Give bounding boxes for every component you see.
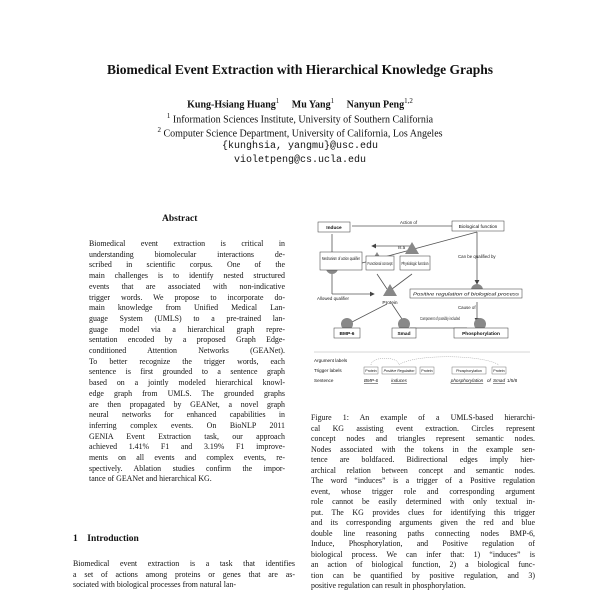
caption-line: an action of biological function, 2) a biological func- xyxy=(311,560,535,569)
edge-label-allowed-qualifier: Allowed qualifier xyxy=(317,296,349,301)
node-positive-regulation: Positive regulation of biological process xyxy=(413,292,497,298)
caption-line: biological process. We can infer that: 1) “induces” is xyxy=(311,549,535,559)
abstract-body xyxy=(89,239,285,485)
abstract-line: inferring complex events. On BioNLP 2011 xyxy=(89,420,285,430)
knowledge-graph-figure xyxy=(312,212,534,412)
abstract-line: tance of GEANet and hierarchical KG. xyxy=(89,474,212,484)
edge-label-is-a: Is a xyxy=(398,245,406,250)
edge-protein-bmp6 xyxy=(352,304,387,322)
abstract-line: sentence is first grounded to a sentence graph xyxy=(89,367,285,377)
abstract-line: neural networks for enhanced capabilities in xyxy=(89,410,285,420)
email: {kunghsia, yangmu}@usc.edu xyxy=(221,141,379,152)
abstract-line: trigger words. We propose to incorporate do- xyxy=(89,292,285,302)
sentence-token: BMP-6 xyxy=(363,378,379,383)
node-phosphorylation: Phosphorylation xyxy=(462,332,500,337)
section-number: 1 xyxy=(73,534,78,544)
figure-caption xyxy=(311,413,535,592)
edge-label-cause-of: Cause of xyxy=(458,305,476,310)
abstract-line: main challenges is to identify nested structured xyxy=(89,271,285,281)
caption-line: double line reasoning paths connecting nodes BMP-6, xyxy=(311,528,535,538)
caption-line: and its corresponding arguments given the red and blue xyxy=(311,518,535,527)
abstract-line: conditioned Attention Networks (GEANet). xyxy=(89,346,285,356)
abstract-line: ments on all events and complex events, re- xyxy=(89,453,285,463)
node-physiologic-function: Physiologic function xyxy=(401,262,444,267)
caption-line: archical relation between concept and semantic nodes. xyxy=(311,465,535,475)
abstract-line: spectively. Ablation studies confirm the impor- xyxy=(89,463,285,473)
affiliation-sup: 2 xyxy=(157,126,161,134)
abstract-line: GENIA Event Extraction task, our approach xyxy=(89,431,285,441)
introduction-line: Biomedical event extraction is a task that identifies xyxy=(73,559,295,568)
edge-label-can-be-qualified: Can be qualified by xyxy=(458,254,496,259)
edge-physio-protein xyxy=(392,274,412,289)
caption-line: tion can be quantified by positive regulation, and 3) xyxy=(311,570,535,580)
abstract-line: sentation encoded by a proposed Graph Edge- xyxy=(89,335,285,345)
sentence-token: phosphorylation xyxy=(450,378,484,383)
node-bmp6: BMP-6 xyxy=(339,332,355,337)
trigger-label: Protein xyxy=(365,369,377,373)
trigger-label: Phosphorylation xyxy=(456,369,482,373)
node-smad: Smad xyxy=(397,332,411,337)
argument-arc xyxy=(399,357,499,365)
caption-line: role cannot be easily determined with only textual in- xyxy=(311,497,535,506)
abstract-line: understanding biomolecular interactions de- xyxy=(89,249,285,259)
graph-edges xyxy=(332,226,477,328)
sentence-token: Smad xyxy=(493,378,506,383)
node-functional-concept: Functional concept xyxy=(367,262,408,267)
affiliation-text: Information Sciences Institute, University of Southern California xyxy=(172,114,434,126)
introduction-line: sociated with biological processes from natural lan- xyxy=(73,580,237,590)
caption-line: Nodes associated with the tokens in the example sen- xyxy=(311,444,535,454)
abstract-line: edge graph from UMLS. The grounded graphs xyxy=(89,388,285,398)
node-protein: Protein xyxy=(382,301,398,306)
sentence-token: of xyxy=(487,378,491,383)
sentence-token: 1/5/8 xyxy=(507,378,518,383)
caption-line: put. The KG provides clues for identifying this trigger xyxy=(311,507,535,517)
legend-row-label: Argument labels xyxy=(314,358,348,363)
abstract-line: events that are associated with non-indicative xyxy=(89,281,285,291)
abstract-line: based on a jointly modeled hierarchical knowl- xyxy=(89,378,285,388)
edge-label-action-of: Action of xyxy=(400,220,418,225)
trigger-label: Positive Regulation xyxy=(383,369,415,373)
edge-label-component-of: Component of possibly included xyxy=(420,316,461,321)
author-sup: 1 xyxy=(275,97,280,105)
abstract-line: guage System (UMLS) to a pre-trained lan- xyxy=(89,313,285,323)
introduction-line: a set of actions among proteins or genes that are as- xyxy=(73,569,295,579)
node-induce: Induce xyxy=(326,226,342,231)
caption-line: Induce, Phosphorylation, and Positive regulation of xyxy=(311,539,535,548)
abstract-line: scribed in scientific corpus. One of the xyxy=(89,260,285,270)
trigger-label: Protein xyxy=(421,369,433,373)
paper-title: Biomedical Event Extraction with Hierarchical Knowledge Graphs xyxy=(107,62,493,77)
caption-line: event, whose trigger role and corresponding argument xyxy=(311,486,535,496)
legend-row-label: Trigger labels xyxy=(314,368,342,373)
node-mechanism: Mechanism of action qualifier xyxy=(322,257,385,262)
affiliation-text: Computer Science Department, University of California, Los Angeles xyxy=(163,128,443,140)
legend-row-label: Sentence xyxy=(314,378,334,383)
section-title: Introduction xyxy=(87,534,139,544)
caption-line: Figure 1: An example of a UMLS-based hierarchi- xyxy=(311,413,535,422)
caption-line: concept nodes and triangles represent semantic nodes. xyxy=(311,434,535,443)
author-name: Nanyun Peng xyxy=(346,99,405,111)
abstract-line: Biomedical event extraction is critical in xyxy=(89,239,285,248)
trigger-label: Protein xyxy=(493,369,505,373)
author-sup: 1 xyxy=(330,97,335,105)
abstract-line: achieved 1.41% F1 and 3.19% F1 improve- xyxy=(89,442,285,452)
edge-concept-protein xyxy=(377,274,387,289)
abstract-line: main knowledge from Unified Medical Lan- xyxy=(89,303,285,313)
caption-line: The word “induces” is a trigger of a Positive regulation xyxy=(311,476,535,485)
abstract-line: To better recognize the trigger words, each xyxy=(89,356,285,366)
author-list xyxy=(0,97,600,110)
abstract-line: guage model via a hierarchical graph repre- xyxy=(89,324,285,334)
introduction-body xyxy=(73,559,295,591)
affiliation xyxy=(0,112,600,125)
sentence-token: induces xyxy=(391,378,407,383)
argument-arc xyxy=(371,358,399,365)
author-name: Kung-Hsiang Huang xyxy=(187,99,276,111)
node-biological-function: Biological function xyxy=(458,225,498,230)
caption-line: tence are boldfaced. Bidirectional edges imply hier- xyxy=(311,455,535,464)
affiliation-sup: 1 xyxy=(166,112,171,120)
author-name: Mu Yang xyxy=(291,99,331,111)
author-sup: 1,2 xyxy=(404,97,413,105)
section-heading xyxy=(73,534,139,544)
affiliation xyxy=(0,126,600,139)
abstract-line: are then propagated by GEANet, a novel graph xyxy=(89,399,285,409)
caption-line: cal KG assisting event extraction. Circles represent xyxy=(311,423,535,433)
caption-line: positive regulation can result in phosphorylation. xyxy=(311,581,466,590)
email: violetpeng@cs.ucla.edu xyxy=(233,155,367,166)
abstract-heading: Abstract xyxy=(162,214,198,224)
